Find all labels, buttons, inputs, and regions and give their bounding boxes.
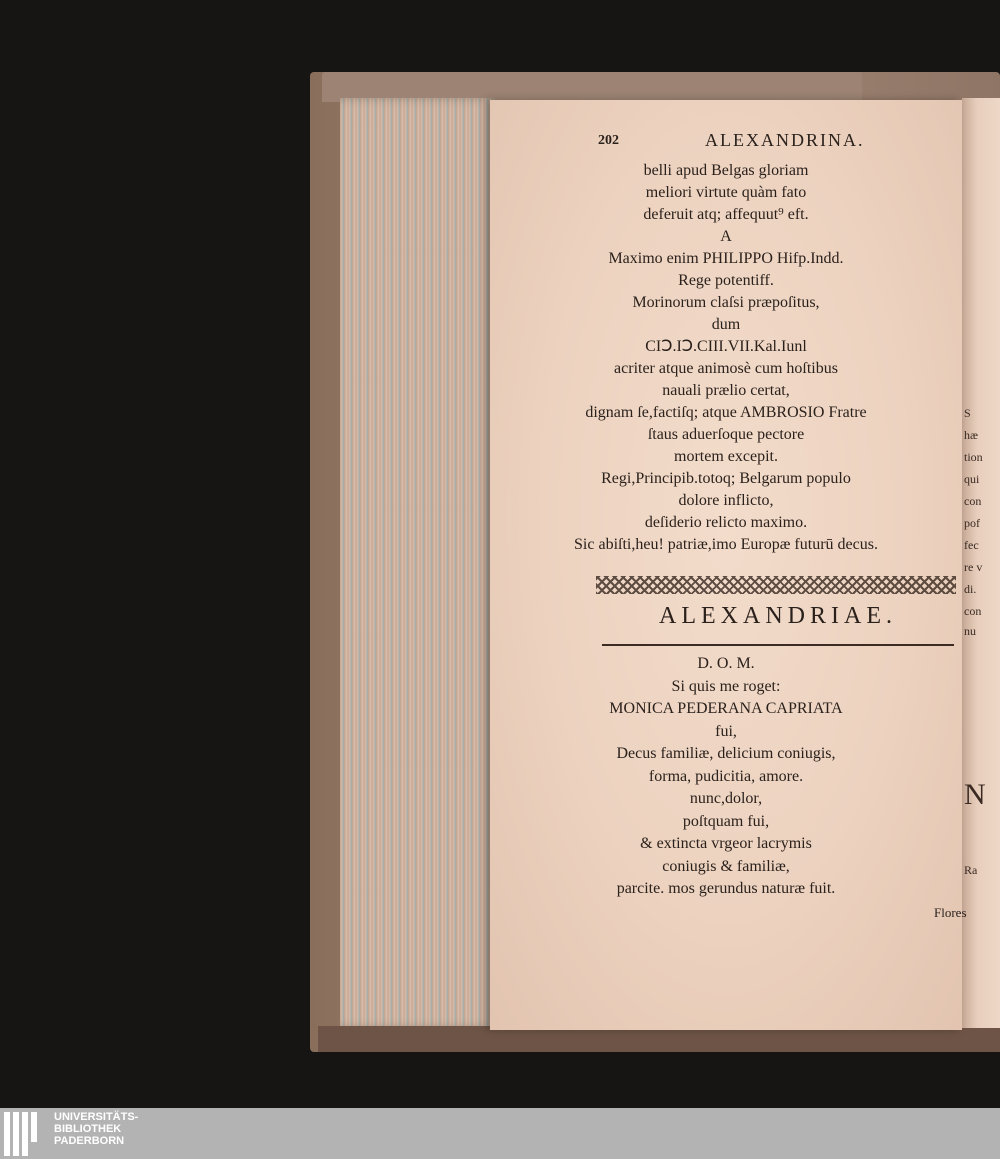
- text-line: A: [720, 228, 732, 245]
- fragment-text: con: [964, 604, 982, 618]
- book-page: [490, 100, 962, 1030]
- running-head: ALEXANDRINA.: [705, 130, 865, 150]
- fragment-text: con: [964, 494, 982, 508]
- text-line: CIↃ.IↃ.CIII.VII.Kal.Iunl: [645, 338, 807, 355]
- library-name-line: BIBLIOTHEK: [54, 1123, 122, 1135]
- title-rule: [602, 644, 954, 646]
- fragment-text: fec: [964, 538, 979, 552]
- text-line: deferuit atq; affequut⁹ eft.: [643, 206, 809, 223]
- text-line: meliori virtute quàm fato: [645, 184, 807, 201]
- text-line: deſiderio relicto maximo.: [644, 514, 808, 531]
- fragment-text: N: [964, 778, 986, 811]
- text-line: dolore inflicto,: [678, 492, 774, 509]
- library-name-line: PADERBORN: [54, 1135, 125, 1147]
- text-line: acriter atque animosè cum hoſtibus: [614, 360, 838, 377]
- text-line: forma, pudicitia, amore.: [648, 767, 804, 785]
- text-line: poſtquam fui,: [682, 812, 770, 830]
- library-footer: [0, 1108, 1000, 1159]
- fragment-text: hæ: [964, 428, 979, 442]
- text-line: dum: [711, 316, 741, 333]
- fragment-text: pof: [964, 516, 980, 530]
- text-line: D. O. M.: [697, 655, 755, 672]
- text-line: nauali prælio certat,: [662, 382, 790, 399]
- text-line: parcite. mos gerundus naturæ fuit.: [616, 880, 836, 897]
- facing-page-fragment: [962, 98, 1000, 1028]
- page-number: 202: [598, 133, 619, 148]
- fragment-text: S: [964, 406, 971, 420]
- text-line: fui,: [715, 722, 737, 740]
- library-logo-icon: [4, 1112, 48, 1156]
- text-line: Rege potentiff.: [678, 272, 774, 289]
- text-line: Decus familiæ, delicium coniugis,: [616, 745, 836, 762]
- fragment-text: re v: [964, 560, 983, 574]
- section-title: ALEXANDRIAE.: [659, 603, 897, 629]
- fragment-text: tion: [964, 450, 983, 464]
- library-name: [54, 1111, 138, 1147]
- text-line: dignam ſe,factiſq; atque AMBROSIO Fratre: [585, 404, 867, 421]
- text-line: nunc,dolor,: [689, 790, 763, 807]
- text-line: mortem excepit.: [674, 448, 778, 465]
- text-line: Maximo enim PHILIPPO Hifp.Indd.: [608, 250, 844, 267]
- ornament-band: [596, 576, 956, 594]
- text-line: MONICA PEDERANA CAPRIATA: [609, 700, 843, 717]
- page-fore-edge: [340, 98, 495, 1028]
- text-line: & extincta vrgeor lacrymis: [640, 835, 812, 852]
- fragment-text: qui: [964, 472, 980, 486]
- fragment-text: nu: [964, 624, 976, 638]
- library-name-line: UNIVERSITÄTS-: [54, 1111, 139, 1123]
- text-line: belli apud Belgas gloriam: [643, 162, 809, 179]
- text-line: Morinorum claſsi præpoſitus,: [632, 294, 820, 311]
- fragment-text: Ra: [964, 863, 978, 877]
- text-line: Si quis me roget:: [671, 677, 781, 695]
- catchword: Flores: [934, 905, 967, 920]
- text-line: Regi,Principib.totoq; Belgarum populo: [601, 470, 851, 487]
- text-line: coniugis & familiæ,: [662, 857, 790, 875]
- fragment-text: di.: [964, 582, 977, 596]
- text-line: Sic abiſti,heu! patriæ,imo Europæ futurū decus.: [574, 536, 878, 553]
- text-line: ſtaus aduerſoque pectore: [647, 426, 805, 443]
